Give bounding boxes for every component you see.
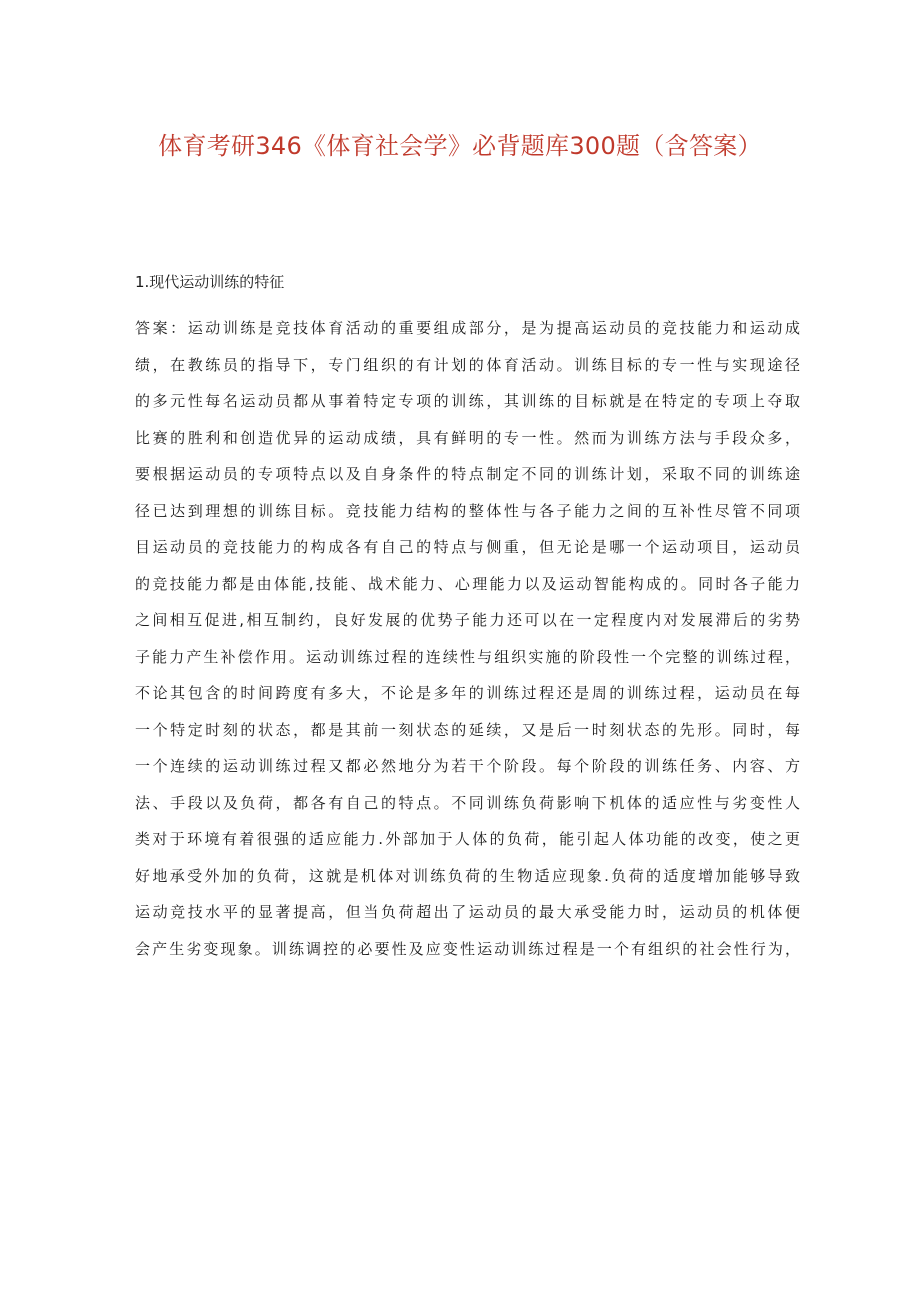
answer-line: 不论其包含的时间跨度有多大，不论是多年的训练过程还是周的训练过程，运动员在每 [135, 684, 800, 702]
answer-line: 一个连续的运动训练过程又都必然地分为若干个阶段。每个阶段的训练任务、内容、方 [135, 757, 800, 775]
answer-line: 子能力产生补偿作用。运动训练过程的连续性与组织实施的阶段性一个完整的训练过程， [135, 647, 800, 666]
answer-line: 法、手段以及负荷，都各有自己的特点。不同训练负荷影响下机体的适应性与劣变性人 [135, 793, 800, 812]
question-heading: 1.现代运动训练的特征 [135, 273, 285, 291]
answer-line: 类对于环境有着很强的适应能力.外部加于人体的负荷，能引起人体功能的改变，使之更 [135, 830, 800, 848]
answer-line: 之间相互促进,相互制约，良好发展的优势子能力还可以在一定程度内对发展滞后的劣势 [135, 611, 800, 629]
answer-line: 比赛的胜利和创造优异的运动成绩，具有鲜明的专一性。然而为训练方法与手段众多， [135, 428, 800, 447]
answer-line: 答案：运动训练是竞技体育活动的重要组成部分，是为提高运动员的竞技能力和运动成 [135, 319, 800, 337]
document-title: 体育考研346《体育社会学》必背题库300题（含答案） [158, 132, 762, 160]
answer-line: 要根据运动员的专项特点以及自身条件的特点制定不同的训练计划，采取不同的训练途 [135, 465, 800, 483]
answer-line: 会产生劣变现象。训练调控的必要性及应变性运动训练过程是一个有组织的社会性行为， [135, 939, 800, 958]
answer-line: 运动竞技水平的显著提高，但当负荷超出了运动员的最大承受能力时，运动员的机体便 [135, 903, 800, 921]
answer-line: 的竞技能力都是由体能,技能、战术能力、心理能力以及运动智能构成的。同时各子能力 [135, 574, 800, 593]
answer-paragraph [135, 310, 800, 967]
answer-line: 目运动员的竞技能力的构成各有自己的特点与侧重，但无论是哪一个运动项目，运动员 [135, 538, 800, 556]
answer-line: 绩，在教练员的指导下，专门组织的有计划的体育活动。训练目标的专一性与实现途径 [135, 355, 800, 374]
answer-line: 的多元性每名运动员都从事着特定专项的训练，其训练的目标就是在特定的专项上夺取 [135, 392, 800, 410]
answer-line: 好地承受外加的负荷，这就是机体对训练负荷的生物适应现象.负荷的适度增加能够导致 [135, 866, 800, 885]
answer-line: 一个特定时刻的状态，都是其前一刻状态的延续，又是后一时刻状态的先形。同时，每 [135, 720, 800, 739]
answer-line: 径已达到理想的训练目标。竞技能力结构的整体性与各子能力之间的互补性尽管不同项 [135, 501, 800, 520]
